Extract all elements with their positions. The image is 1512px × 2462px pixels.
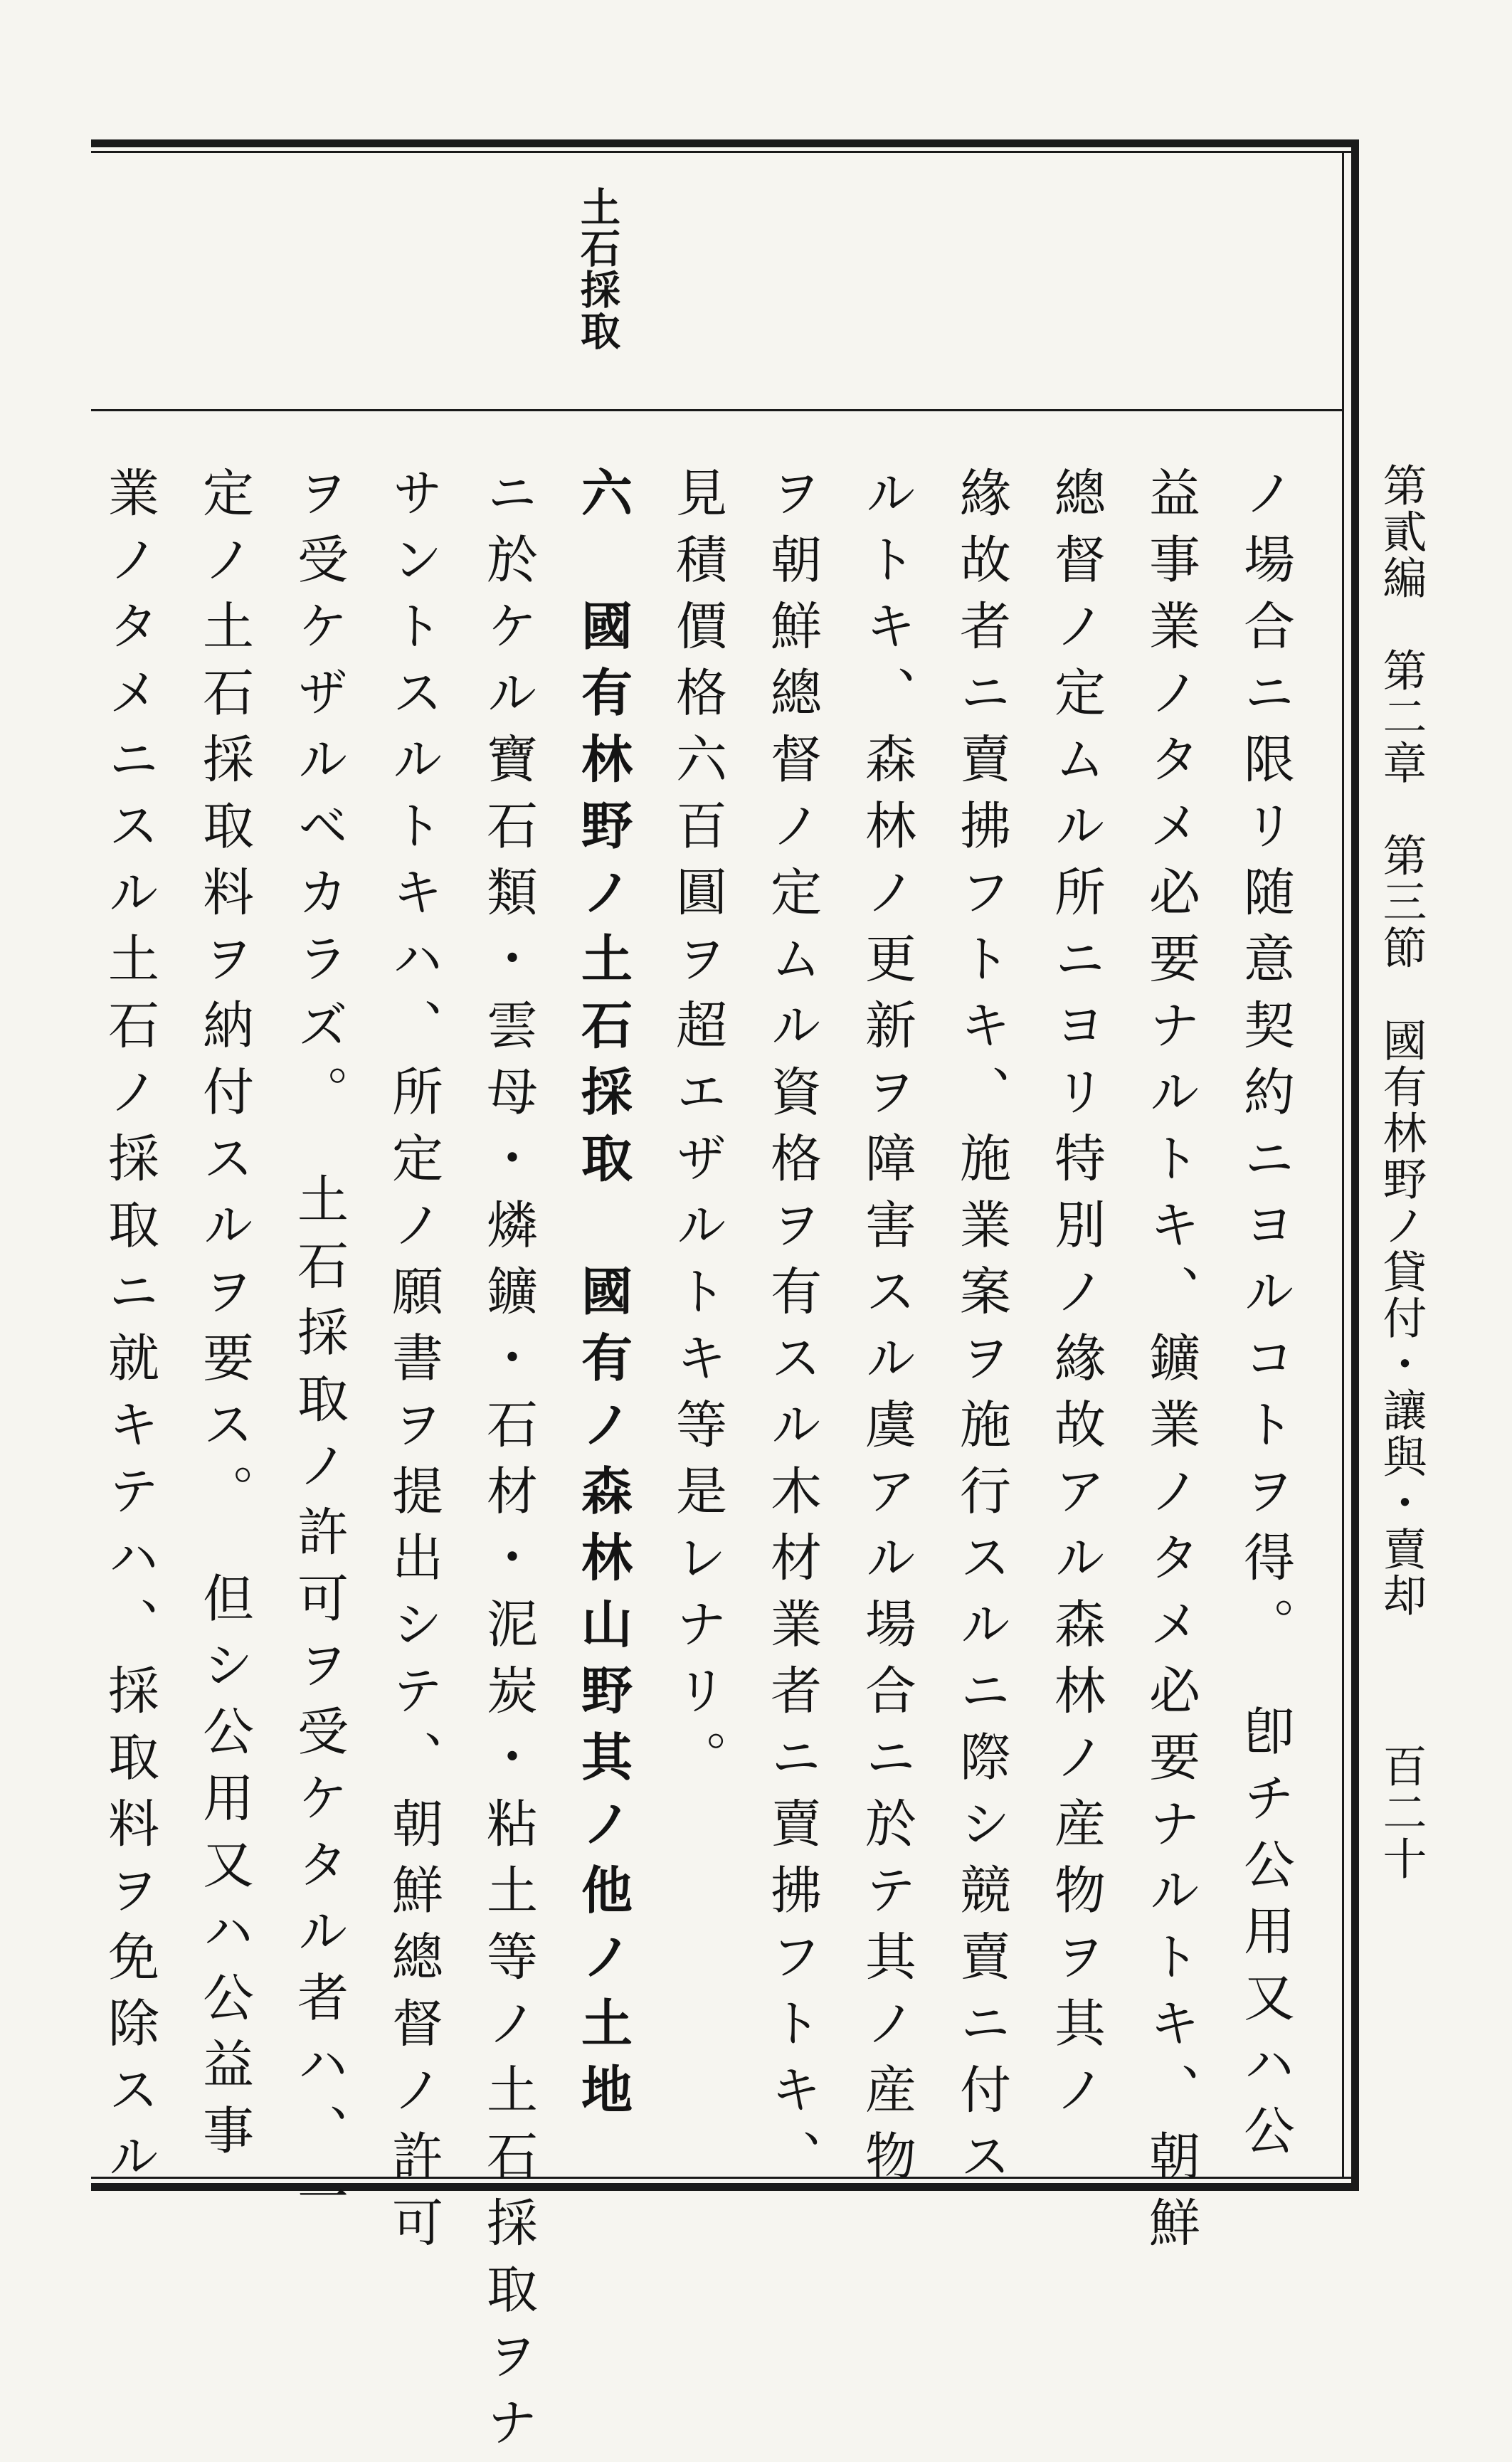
frame-right-outer-rule <box>1351 139 1359 2191</box>
text-column: サントスルトキハ、所定ノ願書ヲ提出シテ、朝鮮總督ノ許可 <box>384 466 443 2263</box>
text-column: ルトキ、森林ノ更新ヲ障害スル虞アル場合ニ於テ其ノ産物 <box>857 466 916 2196</box>
text-column: 緣故者ニ賣拂フトキ、施業案ヲ施行スルニ際シ競賣ニ付ス <box>951 466 1011 2196</box>
headnote-divider-rule <box>91 409 1343 411</box>
text-column: ノ場合ニ限リ随意契約ニヨルコトヲ得。 卽チ公用又ハ公 <box>1235 466 1295 2170</box>
frame-top-inner-rule <box>91 151 1359 153</box>
text-column: 定ノ土石採取料ヲ納付スルヲ要ス。 但シ公用又ハ公益事 <box>194 466 254 2170</box>
page-number: 百二十 <box>1375 1743 1427 1882</box>
marginal-heading: 土石採取 <box>574 186 621 352</box>
running-head: 第貳編 第二章 第三節 國有林野ノ貸付・讓與・賣却 <box>1375 463 1427 1619</box>
frame-top-outer-rule <box>91 139 1359 147</box>
text-column: ヲ受ケザルベカラズ。 土石採取ノ許可ヲ受ケタル者ハ、一 <box>289 466 349 2237</box>
text-column: 六 國有林野ノ土石採取 國有ノ森林山野其ノ他ノ土地 <box>573 466 633 2130</box>
text-column: ニ於ケル寶石類・雲母・燐鑛・石材・泥炭・粘土等ノ土石採取ヲナ <box>478 466 538 2462</box>
text-column: ヲ朝鮮總督ノ定ムル資格ヲ有スル木材業者ニ賣拂フトキ、 <box>762 466 822 2196</box>
text-column: 見積價格六百圓ヲ超エザルトキ等是レナリ。 <box>667 466 727 1797</box>
frame-right-inner-rule <box>1342 151 1344 2179</box>
text-column: 業ノタメニスル土石ノ採取ニ就キテハ、採取料ヲ免除スル <box>100 466 159 2196</box>
text-column: 益事業ノタメ必要ナルトキ、鑛業ノタメ必要ナルトキ、朝鮮 <box>1141 466 1200 2263</box>
text-column: 總督ノ定ムル所ニヨリ特別ノ緣故アル森林ノ産物ヲ其ノ <box>1046 466 1106 2130</box>
